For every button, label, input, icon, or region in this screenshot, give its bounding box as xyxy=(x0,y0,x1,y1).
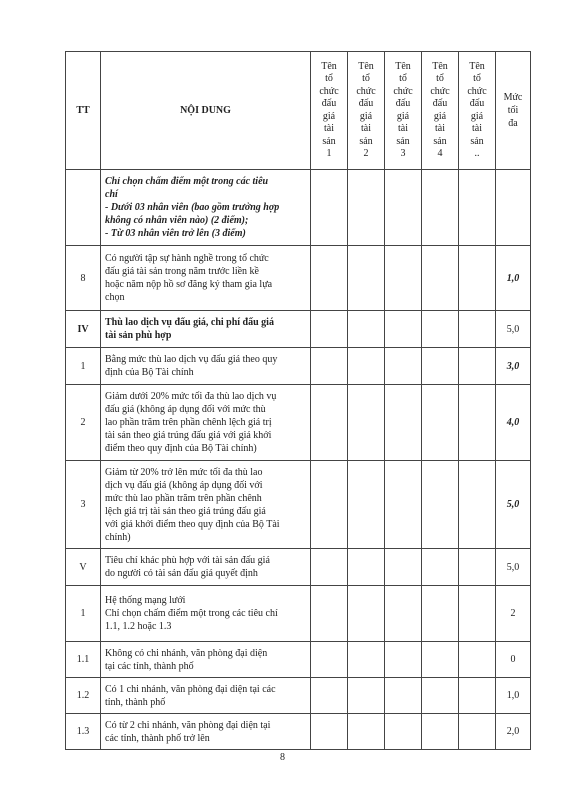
score-cell-org-4 xyxy=(422,714,459,750)
header-org-5: Tên tổ chức đấu giá tài sản .. xyxy=(459,52,496,170)
table-row xyxy=(66,586,531,642)
score-cell-org-4 xyxy=(422,348,459,385)
max-score: 0 xyxy=(496,642,531,678)
header-row xyxy=(66,52,531,170)
max-score: 2,0 xyxy=(496,714,531,750)
row-number: 1.3 xyxy=(66,714,101,750)
table-row xyxy=(66,461,531,549)
score-cell-org-5 xyxy=(459,678,496,714)
page-number: 8 xyxy=(280,752,285,763)
score-cell-org-3 xyxy=(385,348,422,385)
max-score xyxy=(496,170,531,246)
header-org-3: Tên tổ chức đấu giá tài sản 3 xyxy=(385,52,422,170)
score-cell-org-1 xyxy=(311,678,348,714)
header-max-score: Mức tối đa xyxy=(496,52,531,170)
score-cell-org-1 xyxy=(311,348,348,385)
row-content: Có từ 2 chi nhánh, văn phòng đại diện tại các tỉnh, thành phố trở lên xyxy=(101,714,311,750)
score-cell-org-3 xyxy=(385,311,422,348)
score-cell-org-5 xyxy=(459,170,496,246)
row-content: Tiêu chí khác phù hợp với tài sản đấu giá do người có tài sản đấu giá quyết định xyxy=(101,549,311,586)
max-score: 3,0 xyxy=(496,348,531,385)
score-cell-org-3 xyxy=(385,385,422,461)
table-row xyxy=(66,549,531,586)
row-number: 1.1 xyxy=(66,642,101,678)
max-score: 5,0 xyxy=(496,311,531,348)
score-cell-org-2 xyxy=(348,311,385,348)
max-score: 2 xyxy=(496,586,531,642)
score-cell-org-4 xyxy=(422,385,459,461)
score-cell-org-2 xyxy=(348,170,385,246)
row-number: 1.2 xyxy=(66,678,101,714)
score-cell-org-3 xyxy=(385,170,422,246)
max-score: 4,0 xyxy=(496,385,531,461)
score-cell-org-4 xyxy=(422,678,459,714)
score-cell-org-5 xyxy=(459,246,496,311)
row-number: 8 xyxy=(66,246,101,311)
header-content: NỘI DUNG xyxy=(101,52,311,170)
row-number: V xyxy=(66,549,101,586)
score-cell-org-2 xyxy=(348,586,385,642)
score-cell-org-2 xyxy=(348,678,385,714)
score-cell-org-5 xyxy=(459,586,496,642)
score-cell-org-5 xyxy=(459,311,496,348)
score-cell-org-3 xyxy=(385,678,422,714)
max-score: 1,0 xyxy=(496,246,531,311)
row-content: Giảm dưới 20% mức tối đa thù lao dịch vụ đấu giá (không áp dụng đối với mức thù lao phần trăm trên phần chênh lệch giá trị tài sản theo giá trúng đấu giá với giá khởi điểm theo quy định của Bộ Tài chính) xyxy=(101,385,311,461)
score-cell-org-4 xyxy=(422,461,459,549)
header-org-4: Tên tổ chức đấu giá tài sản 4 xyxy=(422,52,459,170)
score-cell-org-5 xyxy=(459,385,496,461)
score-cell-org-5 xyxy=(459,348,496,385)
score-cell-org-2 xyxy=(348,246,385,311)
header-org-1: Tên tổ chức đấu giá tài sản 1 xyxy=(311,52,348,170)
row-content: Bằng mức thù lao dịch vụ đấu giá theo quy định của Bộ Tài chính xyxy=(101,348,311,385)
score-cell-org-5 xyxy=(459,642,496,678)
score-cell-org-3 xyxy=(385,642,422,678)
row-number: IV xyxy=(66,311,101,348)
score-cell-org-2 xyxy=(348,714,385,750)
row-number: 3 xyxy=(66,461,101,549)
score-cell-org-5 xyxy=(459,549,496,586)
row-content: Giảm từ 20% trở lên mức tối đa thù lao dịch vụ đấu giá (không áp dụng đối với mức thù lao phần trăm trên phần chênh lệch giá trị tài sản theo giá trúng đấu giá với giá khởi điểm theo quy định của Bộ Tài chính) xyxy=(101,461,311,549)
table-body xyxy=(66,170,531,750)
row-content: Có người tập sự hành nghề trong tổ chức đấu giá tài sản trong năm trước liền kề hoặc năm nộp hồ sơ đăng ký tham gia lựa chọn xyxy=(101,246,311,311)
score-cell-org-1 xyxy=(311,586,348,642)
row-number: 1 xyxy=(66,348,101,385)
row-content: Không có chi nhánh, văn phòng đại diện tại các tỉnh, thành phố xyxy=(101,642,311,678)
row-number: 2 xyxy=(66,385,101,461)
score-cell-org-2 xyxy=(348,461,385,549)
score-cell-org-2 xyxy=(348,642,385,678)
table-row xyxy=(66,714,531,750)
score-cell-org-4 xyxy=(422,642,459,678)
score-cell-org-2 xyxy=(348,385,385,461)
table-row xyxy=(66,246,531,311)
score-cell-org-1 xyxy=(311,246,348,311)
score-cell-org-4 xyxy=(422,311,459,348)
row-content: Có 1 chi nhánh, văn phòng đại diện tại các tỉnh, thành phố xyxy=(101,678,311,714)
score-cell-org-4 xyxy=(422,549,459,586)
score-cell-org-5 xyxy=(459,714,496,750)
score-cell-org-4 xyxy=(422,586,459,642)
table-row xyxy=(66,311,531,348)
row-content: Chỉ chọn chấm điểm một trong các tiêu chí - Dưới 03 nhân viên (bao gồm trưởng hợp không có nhân viên nào) (2 điểm); - Từ 03 nhân viên trở lên (3 điểm) xyxy=(101,170,311,246)
score-cell-org-2 xyxy=(348,549,385,586)
score-cell-org-3 xyxy=(385,714,422,750)
score-cell-org-1 xyxy=(311,170,348,246)
table-row xyxy=(66,642,531,678)
table-row xyxy=(66,348,531,385)
max-score: 5,0 xyxy=(496,549,531,586)
score-cell-org-3 xyxy=(385,246,422,311)
table-row xyxy=(66,678,531,714)
score-cell-org-1 xyxy=(311,642,348,678)
header-tt: TT xyxy=(66,52,101,170)
max-score: 1,0 xyxy=(496,678,531,714)
max-score: 5,0 xyxy=(496,461,531,549)
score-cell-org-3 xyxy=(385,549,422,586)
score-cell-org-2 xyxy=(348,348,385,385)
score-cell-org-5 xyxy=(459,461,496,549)
score-cell-org-1 xyxy=(311,549,348,586)
row-number: 1 xyxy=(66,586,101,642)
score-cell-org-3 xyxy=(385,461,422,549)
table-row xyxy=(66,385,531,461)
score-cell-org-4 xyxy=(422,170,459,246)
score-cell-org-4 xyxy=(422,246,459,311)
score-cell-org-1 xyxy=(311,385,348,461)
table-row xyxy=(66,170,531,246)
row-number xyxy=(66,170,101,246)
score-cell-org-1 xyxy=(311,461,348,549)
score-cell-org-1 xyxy=(311,714,348,750)
score-cell-org-1 xyxy=(311,311,348,348)
criteria-table xyxy=(65,51,531,750)
score-cell-org-3 xyxy=(385,586,422,642)
row-content: Hệ thống mạng lưới Chỉ chọn chấm điểm một trong các tiêu chí 1.1, 1.2 hoặc 1.3 xyxy=(101,586,311,642)
row-content: Thù lao dịch vụ đấu giá, chi phí đấu giá tài sản phù hợp xyxy=(101,311,311,348)
header-org-2: Tên tổ chức đấu giá tài sản 2 xyxy=(348,52,385,170)
